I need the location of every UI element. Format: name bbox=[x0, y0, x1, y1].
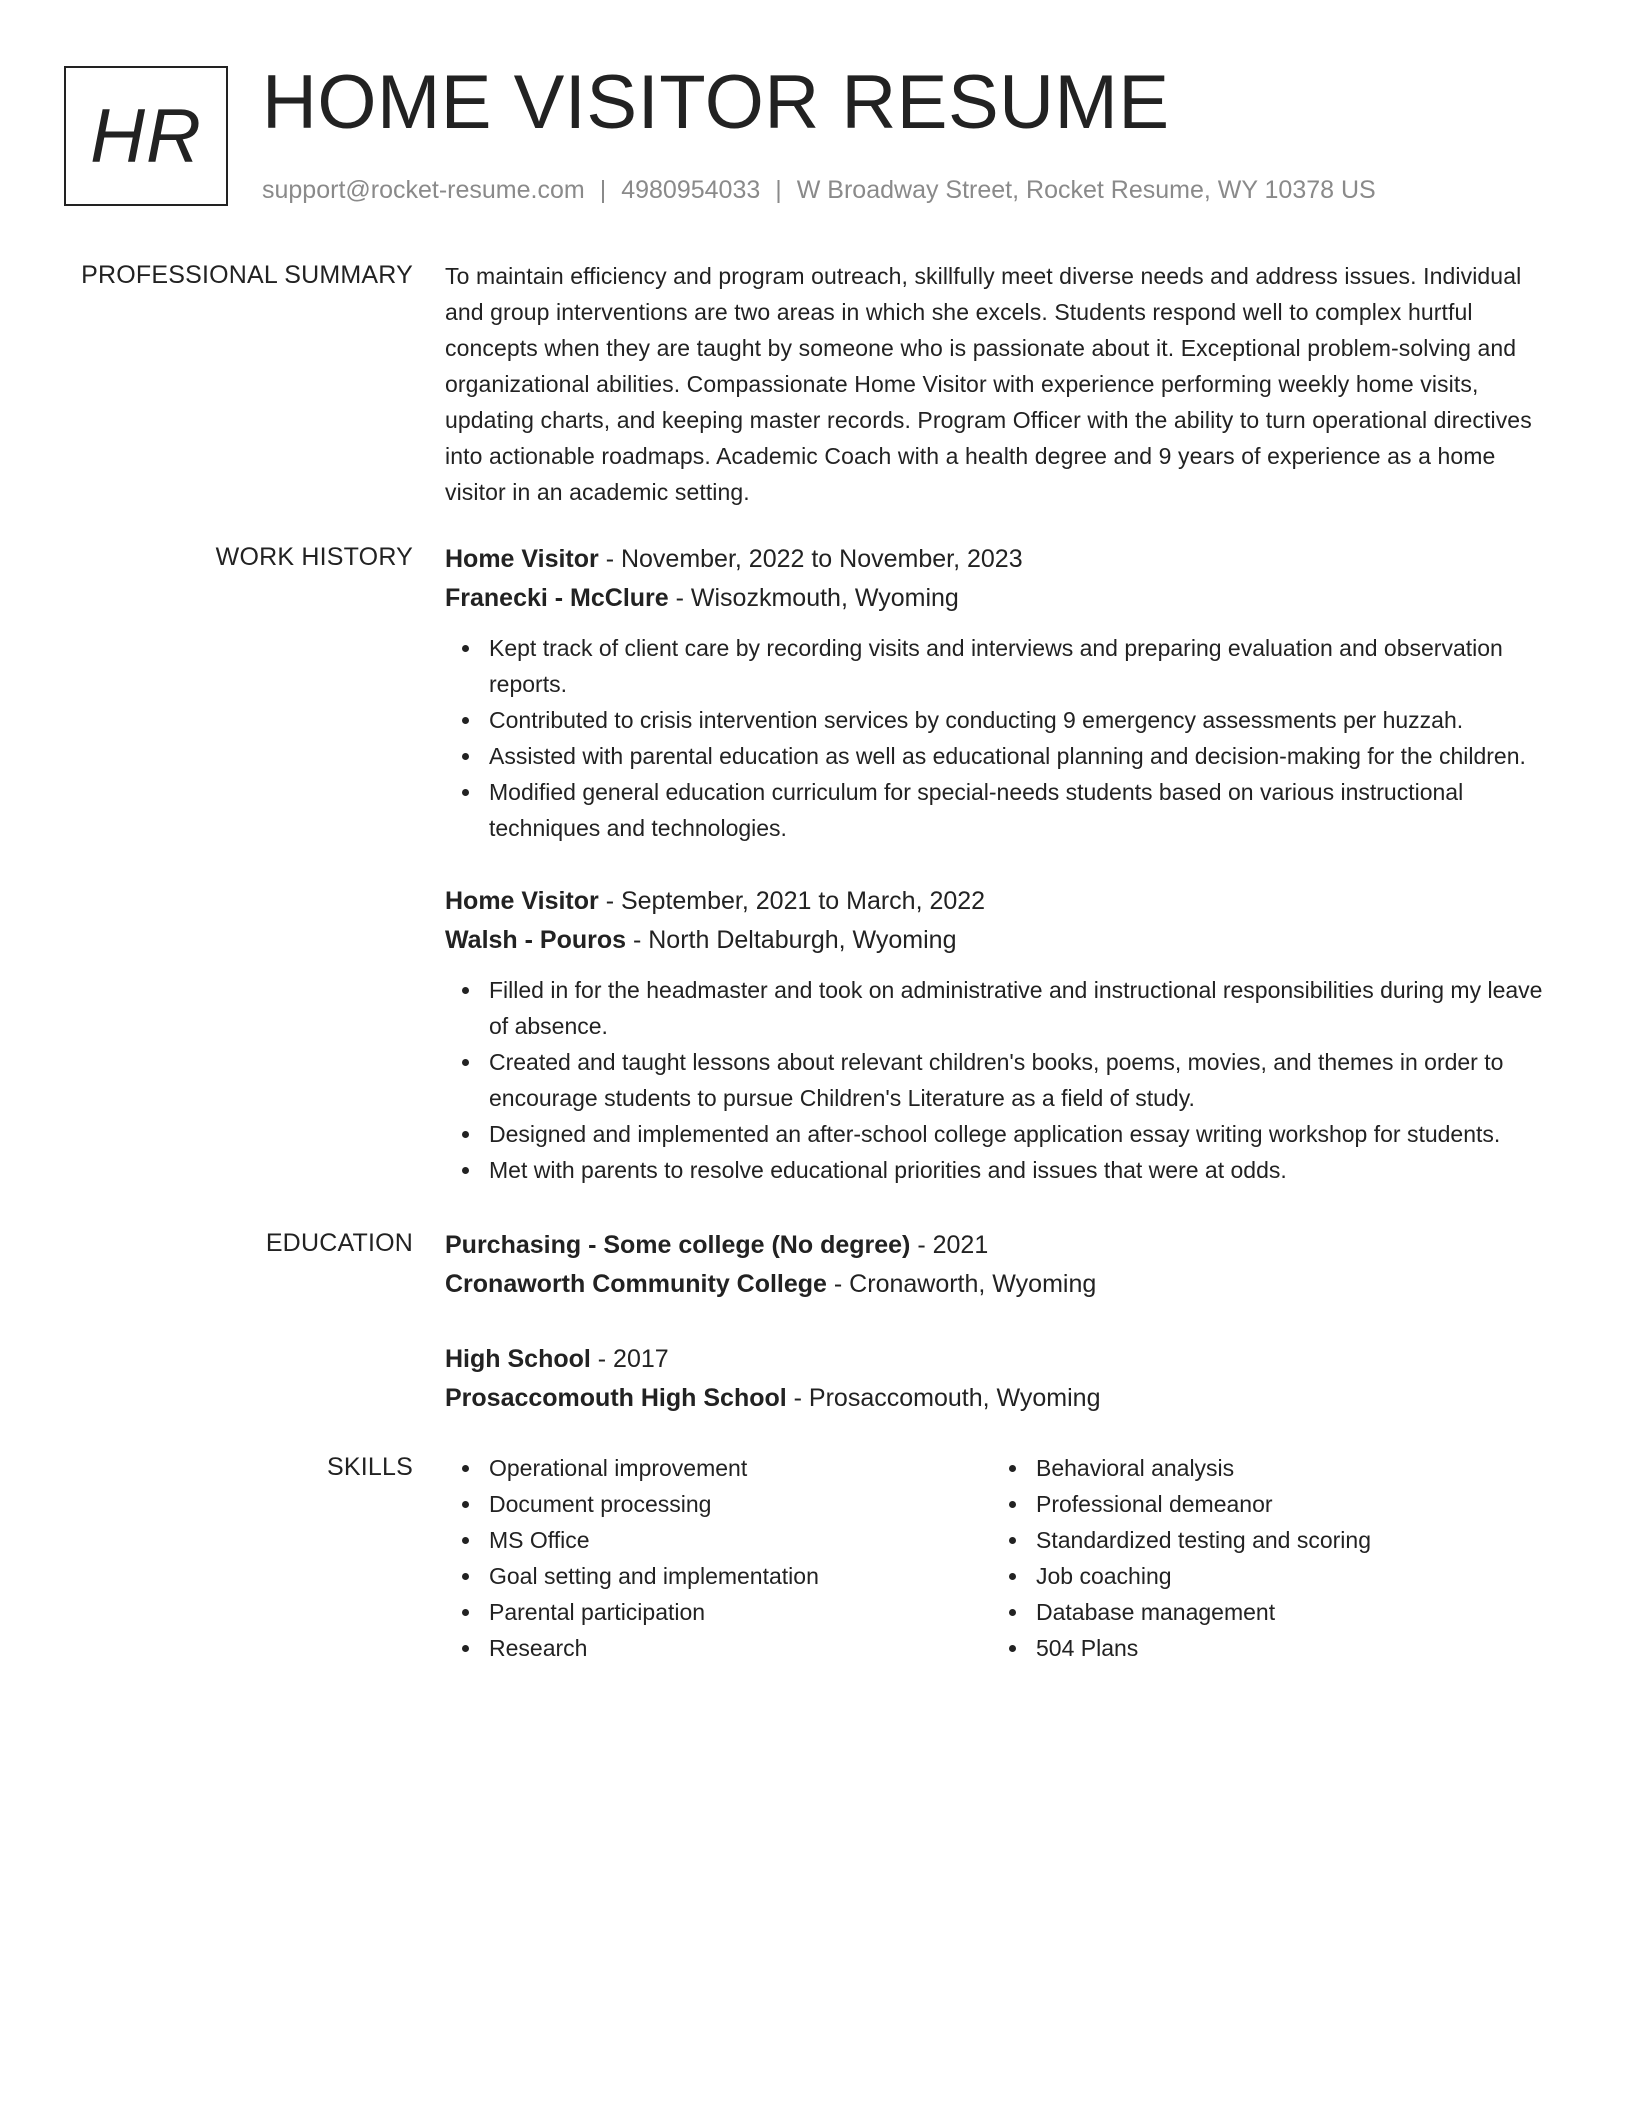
education-location: - Cronaworth, Wyoming bbox=[826, 1270, 1097, 1298]
monogram-initials: HR bbox=[90, 93, 202, 179]
job-title-line bbox=[445, 540, 1555, 579]
education-school: Cronaworth Community College bbox=[445, 1270, 827, 1298]
section-body bbox=[445, 258, 1555, 510]
job-title-line bbox=[445, 882, 1555, 921]
section-heading: PROFESSIONAL SUMMARY bbox=[81, 261, 413, 289]
job-company: Franecki - McClure bbox=[445, 584, 669, 612]
skill-item: Standardized testing and scoring bbox=[992, 1522, 1539, 1558]
job-location: - Wisozkmouth, Wyoming bbox=[668, 584, 959, 612]
education-entry bbox=[445, 1340, 1555, 1418]
job-company-line bbox=[445, 921, 1555, 960]
job-bullet: Contributed to crisis intervention services by conducting 9 emergency assessments per huzzah. bbox=[445, 702, 1555, 738]
job-bullets bbox=[445, 630, 1555, 846]
contact-address: W Broadway Street, Rocket Resume, WY 10378 US bbox=[796, 176, 1376, 204]
education-school: Prosaccomouth High School bbox=[445, 1384, 787, 1412]
skill-item: Research bbox=[445, 1630, 992, 1666]
job-bullets bbox=[445, 972, 1555, 1188]
section-professional-summary bbox=[0, 258, 1632, 510]
skill-item: Document processing bbox=[445, 1486, 992, 1522]
job-title: Home Visitor bbox=[445, 545, 599, 573]
education-degree-line bbox=[445, 1340, 1555, 1379]
section-heading: EDUCATION bbox=[265, 1229, 413, 1257]
skills-columns bbox=[445, 1450, 1555, 1666]
contact-phone: 4980954033 bbox=[621, 176, 761, 204]
education-entry bbox=[445, 1226, 1555, 1304]
skill-item: Goal setting and implementation bbox=[445, 1558, 992, 1594]
job-bullet: Designed and implemented an after-school college application essay writing workshop for students. bbox=[445, 1116, 1555, 1152]
job-company: Walsh - Pouros bbox=[445, 926, 627, 954]
job-title: Home Visitor bbox=[445, 887, 599, 915]
education-degree: High School bbox=[445, 1345, 591, 1373]
job-dates: - September, 2021 to March, 2022 bbox=[598, 887, 986, 915]
education-year: - 2017 bbox=[590, 1345, 669, 1373]
education-year: - 2021 bbox=[910, 1231, 989, 1259]
contact-line bbox=[262, 174, 1376, 206]
education-degree-line bbox=[445, 1226, 1555, 1265]
skills-list-left bbox=[445, 1450, 992, 1666]
section-heading: SKILLS bbox=[327, 1453, 413, 1481]
skill-item: Parental participation bbox=[445, 1594, 992, 1630]
job-location: - North Deltaburgh, Wyoming bbox=[626, 926, 957, 954]
contact-separator: | bbox=[775, 176, 782, 204]
job-dates: - November, 2022 to November, 2023 bbox=[598, 545, 1023, 573]
resume-header bbox=[64, 60, 1564, 211]
skill-item: Database management bbox=[992, 1594, 1539, 1630]
section-body bbox=[445, 1450, 1555, 1666]
job-bullet: Created and taught lessons about relevant children's books, poems, movies, and themes in order to encourage students to pursue Children's Literature as a field of study. bbox=[445, 1044, 1555, 1116]
skill-item: Job coaching bbox=[992, 1558, 1539, 1594]
section-body bbox=[445, 540, 1555, 1224]
section-education bbox=[0, 1226, 1632, 1454]
education-school-line bbox=[445, 1379, 1555, 1418]
job-bullet: Modified general education curriculum for special-needs students based on various instructional techniques and technologies. bbox=[445, 774, 1555, 846]
skill-item: 504 Plans bbox=[992, 1630, 1539, 1666]
job-bullet: Assisted with parental education as well as educational planning and decision-making for the children. bbox=[445, 738, 1555, 774]
education-school-line bbox=[445, 1265, 1555, 1304]
skill-item: Operational improvement bbox=[445, 1450, 992, 1486]
skill-item: MS Office bbox=[445, 1522, 992, 1558]
contact-email: support@rocket-resume.com bbox=[262, 176, 585, 204]
resume-title: HOME VISITOR RESUME bbox=[262, 60, 1170, 145]
job-bullet: Met with parents to resolve educational priorities and issues that were at odds. bbox=[445, 1152, 1555, 1188]
job-company-line bbox=[445, 579, 1555, 618]
job-entry bbox=[445, 540, 1555, 846]
section-body bbox=[445, 1226, 1555, 1454]
skill-item: Behavioral analysis bbox=[992, 1450, 1539, 1486]
job-bullet: Kept track of client care by recording visits and interviews and preparing evaluation and observation reports. bbox=[445, 630, 1555, 702]
contact-separator: | bbox=[599, 176, 607, 204]
job-bullet: Filled in for the headmaster and took on administrative and instructional responsibilities during my leave of absence. bbox=[445, 972, 1555, 1044]
summary-paragraph: To maintain efficiency and program outreach, skillfully meet diverse needs and address issues. Individual and group interventions are two areas in which she excels. Students respond well to complex hurtful concepts when they are taught by someone who is passionate about it. Exceptional problem-solving and organizational abilities. Compassionate Home Visitor with experience performing weekly home visits, updating charts, and keeping master records. Program Officer with the ability to turn operational directives into actionable roadmaps. Academic Coach with a health degree and 9 years of experience as a home visitor in an academic setting. bbox=[445, 263, 1532, 505]
education-location: - Prosaccomouth, Wyoming bbox=[786, 1384, 1101, 1412]
skills-list-right bbox=[992, 1450, 1539, 1666]
education-degree: Purchasing - Some college (No degree) bbox=[445, 1231, 911, 1259]
section-skills bbox=[0, 1450, 1632, 1666]
monogram-box bbox=[64, 66, 228, 206]
section-heading: WORK HISTORY bbox=[215, 543, 413, 571]
skill-item: Professional demeanor bbox=[992, 1486, 1539, 1522]
job-entry bbox=[445, 882, 1555, 1188]
section-work-history bbox=[0, 540, 1632, 1224]
resume-content bbox=[0, 258, 1632, 1666]
